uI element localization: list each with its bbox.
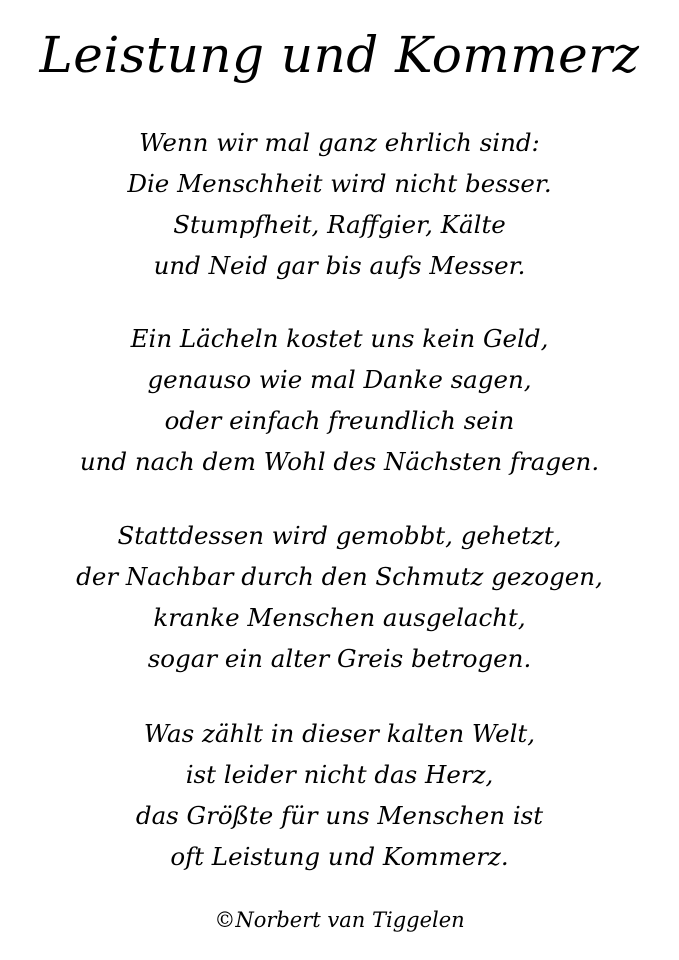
- poem-line: Was zählt in dieser kalten Welt,: [143, 719, 536, 748]
- stanza-2: [0, 318, 679, 482]
- poem-line: das Größte für uns Menschen ist: [135, 801, 544, 830]
- poem-title: Leistung und Kommerz: [39, 26, 640, 84]
- poem-line: ist leider nicht das Herz,: [185, 760, 494, 789]
- author-credit: ©Norbert van Tiggelen: [214, 908, 465, 932]
- poem-line: kranke Menschen ausgelacht,: [153, 603, 526, 632]
- stanza-1: [0, 122, 679, 286]
- poem-line: sogar ein alter Greis betrogen.: [147, 644, 532, 673]
- poem-line: oder einfach freundlich sein: [164, 406, 515, 435]
- poem-line: und Neid gar bis aufs Messer.: [153, 251, 526, 280]
- stanza-3: [0, 515, 679, 679]
- poem-line: Wenn wir mal ganz ehrlich sind:: [139, 128, 540, 157]
- poem-line: genauso wie mal Danke sagen,: [147, 365, 532, 394]
- poem-line: der Nachbar durch den Schmutz gezogen,: [76, 562, 603, 591]
- poem-line: Stattdessen wird gemobbt, gehetzt,: [117, 521, 562, 550]
- stanza-4: [0, 713, 679, 877]
- poem-line: Stumpfheit, Raffgier, Kälte: [173, 210, 506, 239]
- poem-line: Die Menschheit wird nicht besser.: [127, 169, 552, 198]
- poem-line: und nach dem Wohl des Nächsten fragen.: [79, 447, 600, 476]
- poem-line: Ein Lächeln kostet uns kein Geld,: [130, 324, 549, 353]
- poem-line: oft Leistung und Kommerz.: [170, 842, 509, 871]
